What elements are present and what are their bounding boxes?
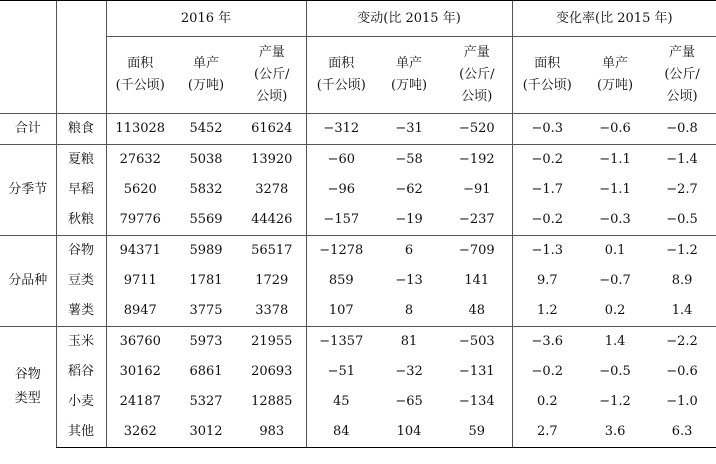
row-label: 小麦 [56, 387, 106, 417]
cell-rate-yield: −1.1 [599, 182, 631, 197]
row-label: 秋粮 [56, 205, 106, 236]
category-variety: 分品种 [0, 236, 56, 327]
cell-change-yield: 104 [376, 417, 442, 448]
cell-change-yield: 8 [404, 303, 414, 318]
cell-output: 21955 [238, 327, 306, 358]
header-row-sub [0, 37, 716, 114]
cell-change-output: −91 [463, 182, 491, 197]
cell-change-output: −134 [458, 394, 495, 409]
cell-rate-area: −0.2 [512, 357, 582, 387]
row-label: 早稻 [56, 175, 106, 205]
table-row [0, 266, 716, 296]
cell-change-area: −1357 [306, 327, 376, 358]
cell-rate-area: −0.2 [512, 145, 582, 176]
cell-output: 3378 [255, 303, 289, 318]
cell-change-output: −709 [442, 236, 512, 267]
cell-rate-yield: 3.6 [582, 417, 648, 448]
row-label: 豆类 [56, 266, 106, 296]
group-header-change: 变动(比 2015 年) [306, 1, 512, 37]
table-row [0, 145, 716, 176]
cell-change-area: −312 [306, 114, 376, 145]
cell-output: 983 [238, 417, 306, 448]
col-header-output: 产量 (公斤/ 公顷) [442, 37, 512, 114]
cell-rate-area: 2.7 [512, 417, 582, 448]
cell-yield: 5452 [174, 114, 238, 145]
cell-change-output: −520 [442, 114, 512, 145]
cell-yield: 5569 [189, 212, 223, 227]
cell-rate-output: 6.3 [648, 417, 716, 448]
category-cereal-type: 谷物 类型 [0, 327, 56, 448]
cell-rate-yield: −0.3 [599, 212, 631, 227]
cell-area: 36760 [106, 327, 174, 358]
cell-rate-yield: 0.1 [582, 236, 648, 267]
cell-change-yield: −31 [376, 114, 442, 145]
cell-rate-output: −2.2 [648, 327, 716, 358]
cell-yield: 5973 [174, 327, 238, 358]
table-row [0, 296, 716, 327]
col-header-yield: 单产 (万吨) [376, 37, 442, 114]
cell-output: 12885 [251, 394, 293, 409]
row-label: 其他 [56, 417, 106, 448]
cell-rate-yield: 0.2 [604, 303, 626, 318]
table-row [0, 357, 716, 387]
cell-rate-area: −1.3 [512, 236, 582, 267]
table-row [0, 387, 716, 417]
cell-yield: 5038 [174, 145, 238, 176]
row-label: 玉米 [56, 327, 106, 358]
corner-cell-2 [56, 1, 106, 114]
cell-change-area: 107 [306, 296, 376, 327]
cell-output: 13920 [238, 145, 306, 176]
cell-output: 3278 [255, 182, 289, 197]
cell-rate-output: −0.5 [666, 212, 698, 227]
table-row [0, 417, 716, 448]
cell-change-yield: −19 [395, 212, 423, 227]
cell-output: 61624 [238, 114, 306, 145]
cell-area: 30162 [106, 357, 174, 387]
cell-rate-output: 8.9 [671, 273, 693, 288]
row-label: 薯类 [56, 296, 106, 327]
cell-change-area: −96 [306, 175, 376, 205]
cell-area: 5620 [106, 175, 174, 205]
cell-change-yield: −58 [376, 145, 442, 176]
category-season: 分季节 [0, 145, 56, 236]
table-row [0, 236, 716, 267]
cell-change-yield: 6 [376, 236, 442, 267]
cell-change-yield: −65 [395, 394, 423, 409]
cell-rate-output: −0.6 [666, 364, 698, 379]
header-row-groups [0, 1, 716, 37]
cell-change-yield: −62 [395, 182, 423, 197]
cell-area: 79776 [106, 205, 174, 236]
col-header-area: 面积 (千公顷) [306, 37, 376, 114]
cell-rate-area: 0.2 [512, 387, 582, 417]
cell-change-area: −157 [306, 205, 376, 236]
cell-rate-yield: −0.6 [582, 114, 648, 145]
cell-rate-yield: −1.2 [599, 394, 631, 409]
cell-rate-output: −2.7 [666, 182, 698, 197]
cell-rate-output: 1.4 [671, 303, 693, 318]
row-label: 粮食 [56, 114, 106, 145]
col-header-output: 产量 (公斤/ 公顷) [648, 37, 716, 114]
cell-area: 94371 [106, 236, 174, 267]
row-label: 稻谷 [56, 357, 106, 387]
cell-change-yield: −13 [395, 273, 423, 288]
cell-rate-output: −1.0 [666, 394, 698, 409]
cell-area: 113028 [106, 114, 174, 145]
cell-rate-output: −1.2 [648, 236, 716, 267]
cell-yield: 5989 [174, 236, 238, 267]
cell-rate-area: −1.7 [512, 175, 582, 205]
cell-rate-yield: 1.4 [582, 327, 648, 358]
cell-change-area: −1278 [306, 236, 376, 267]
table-row [0, 327, 716, 358]
cell-area: 8947 [106, 296, 174, 327]
cell-yield: 1781 [189, 273, 223, 288]
cell-area: 9711 [106, 266, 174, 296]
cell-area: 24187 [106, 387, 174, 417]
cell-change-yield: −32 [395, 364, 423, 379]
group-header-rate: 变化率(比 2015 年) [512, 1, 716, 37]
cell-change-area: 84 [306, 417, 376, 448]
cell-area: 3262 [106, 417, 174, 448]
row-label: 夏粮 [56, 145, 106, 176]
cell-rate-output: −0.8 [648, 114, 716, 145]
cell-change-output: −503 [442, 327, 512, 358]
cell-change-area: 859 [306, 266, 376, 296]
cell-change-area: −51 [306, 357, 376, 387]
cell-rate-area: 9.7 [512, 266, 582, 296]
cell-change-output: 59 [442, 417, 512, 448]
group-header-2016: 2016 年 [106, 1, 306, 37]
cell-output: 20693 [251, 364, 293, 379]
cell-change-area: 45 [306, 387, 376, 417]
table-row [0, 114, 716, 145]
cell-yield: 3012 [174, 417, 238, 448]
corner-cell [0, 1, 56, 114]
cell-rate-yield: −0.5 [599, 364, 631, 379]
category-total: 合计 [0, 114, 56, 145]
cell-area: 27632 [106, 145, 174, 176]
cell-output: 56517 [238, 236, 306, 267]
cell-rate-area: 1.2 [512, 296, 582, 327]
cell-rate-area: −0.3 [512, 114, 582, 145]
cell-rate-output: −1.4 [648, 145, 716, 176]
cell-rate-yield: −0.7 [599, 273, 631, 288]
cell-change-yield: 81 [376, 327, 442, 358]
col-header-yield: 单产 (万吨) [174, 37, 238, 114]
cell-change-output: −131 [458, 364, 495, 379]
cell-output: 1729 [255, 273, 289, 288]
cell-yield: 5327 [189, 394, 223, 409]
cell-output: 44426 [251, 212, 293, 227]
cell-change-output: 48 [468, 303, 486, 318]
cell-rate-yield: −1.1 [582, 145, 648, 176]
table-row [0, 175, 716, 205]
cell-yield: 3775 [189, 303, 223, 318]
cell-yield: 5832 [189, 182, 223, 197]
cell-change-area: −60 [306, 145, 376, 176]
col-header-yield: 单产 (万吨) [582, 37, 648, 114]
cell-rate-area: −0.2 [512, 205, 582, 236]
col-header-area: 面积 (千公顷) [106, 37, 174, 114]
col-header-output: 产量 (公斤/ 公顷) [238, 37, 306, 114]
cell-yield: 6861 [189, 364, 223, 379]
cell-change-output: −237 [458, 212, 495, 227]
cell-change-output: 141 [464, 273, 490, 288]
col-header-area: 面积 (千公顷) [512, 37, 582, 114]
table-row [0, 205, 716, 236]
row-label: 谷物 [56, 236, 106, 267]
cell-rate-area: −3.6 [512, 327, 582, 358]
cell-change-output: −192 [442, 145, 512, 176]
